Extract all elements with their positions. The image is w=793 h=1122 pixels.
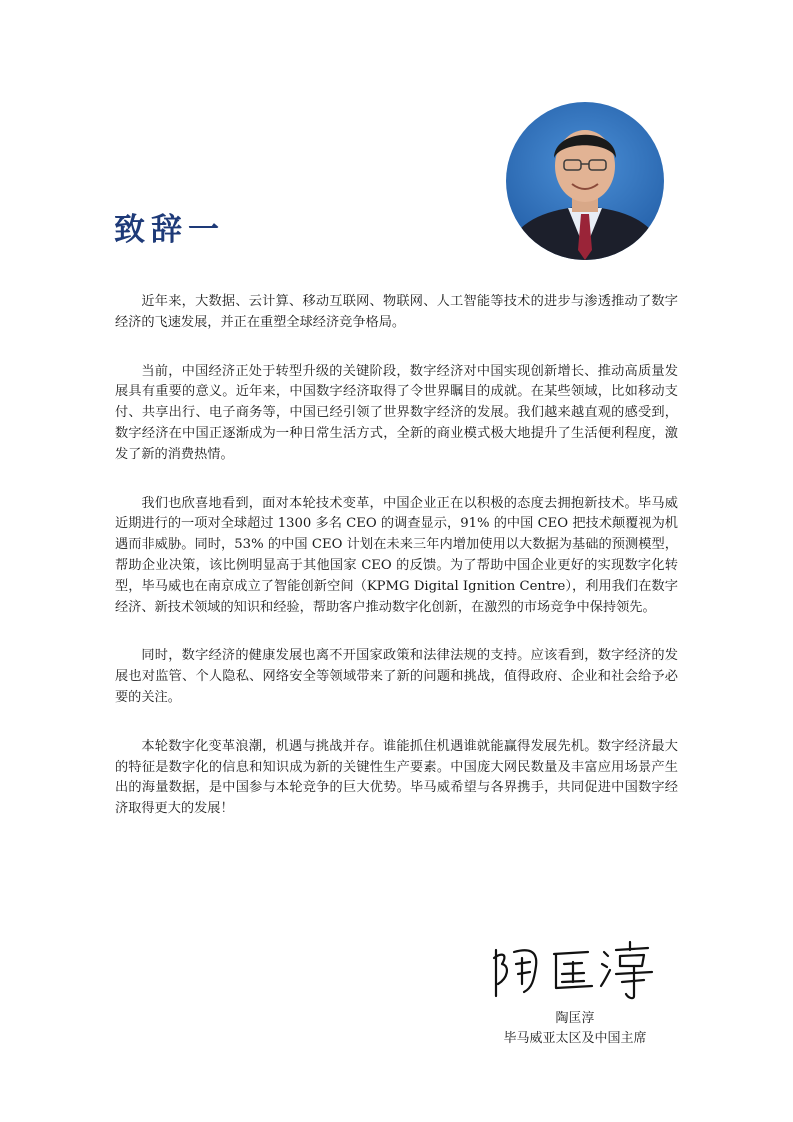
handwritten-signature — [488, 936, 662, 1002]
page-title: 致辞一 — [114, 212, 225, 248]
paragraph-5: 本轮数字化变革浪潮，机遇与挑战并存。谁能抓住机遇谁就能赢得发展先机。数字经济最大的特征是数字化的信息和知识成为新的关键性生产要素。中国庞大网民数量及丰富应用场景产生出的海量数据，是中国参与本轮竞争的巨大优势。毕马威希望与各界携手，共同促进中国数字经济取得更大的发展！ — [115, 738, 678, 817]
paragraph-4: 同时，数字经济的健康发展也离不开国家政策和法律法规的支持。应该看到，数字经济的发展也对监管、个人隐私、网络安全等领域带来了新的问题和挑战，值得政府、企业和社会给予必要的关注。 — [115, 648, 678, 705]
signer-name: 陶匡淳 — [555, 1011, 595, 1026]
paragraph-1: 近年来，大数据、云计算、移动互联网、物联网、人工智能等技术的进步与渗透推动了数字经济的飞速发展，并正在重塑全球经济竞争格局。 — [115, 294, 678, 330]
paragraph-2: 当前，中国经济正处于转型升级的关键阶段，数字经济对中国实现创新增长、推动高质量发展具有重要的意义。近年来，中国数字经济取得了令世界瞩目的成就。在某些领域，比如移动支付、共享出行、电子商务等，中国已经引领了世界数字经济的发展。我们越来越直观的感受到，数字经济在中国正逐渐成为一种日常生活方式，全新的商业模式极大地提升了生活便利程度，激发了新的消费热情。 — [115, 363, 678, 462]
paragraph-3: 我们也欣喜地看到，面对本轮技术变革，中国企业正在以积极的态度去拥抱新技术。毕马威近期进行的一项对全球超过 1300 多名 CEO 的调查显示，91% 的中国 CEO 把技术颠覆视为机遇而非威胁。同时，53% 的中国 CEO 计划在未来三年内增加使用以大数据为基础的预测模型，帮助企业决策，该比例明显高于其他国家 CEO 的反馈。为了帮助中国企业更好的实现数字化转型，毕马威也在南京成立了智能创新空间（KPMG Digital Ignition Centre），利用我们在数字经济、新技术领域的知识和经验，帮助客户推动数字化创新，在激烈的市场竞争中保持领先。 — [115, 495, 678, 615]
signer-title: 毕马威亚太区及中国主席 — [503, 1031, 647, 1046]
portrait-photo — [492, 100, 678, 262]
body-text — [115, 292, 678, 848]
